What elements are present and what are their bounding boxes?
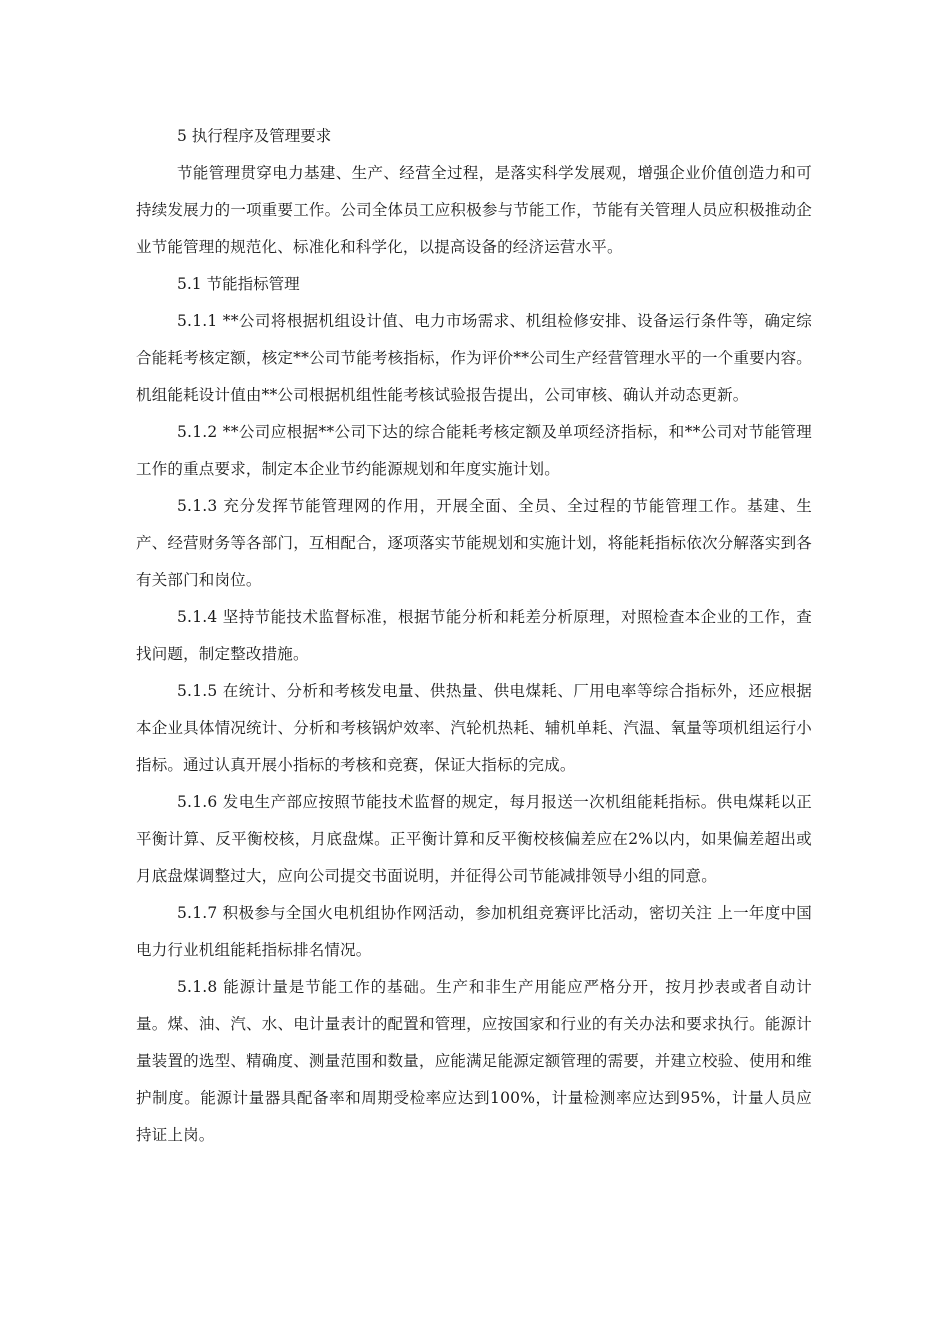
clause-5-1-1: 5.1.1 **公司将根据机组设计值、电力市场需求、机组检修安排、设备运行条件等，确定综合能耗考核定额，核定**公司节能考核指标，作为评价**公司生产经营管理水平的一个重要内容。机组能耗设计值由**公司根据机组性能考核试验报告提出，公司审核、确认并动态更新。	[136, 312, 812, 404]
subsection-heading: 5.1 节能指标管理	[177, 275, 300, 293]
clause-5-1-7: 5.1.7 积极参与全国火电机组协作网活动，参加机组竞赛评比活动，密切关注 上一年度中国电力行业机组能耗指标排名情况。	[136, 904, 812, 959]
document-body	[136, 118, 812, 1154]
intro-paragraph: 节能管理贯穿电力基建、生产、经营全过程，是落实科学发展观，增强企业价值创造力和可持续发展力的一项重要工作。公司全体员工应积极参与节能工作，节能有关管理人员应积极推动企业节能管理的规范化、标准化和科学化，以提高设备的经济运营水平。	[136, 164, 812, 256]
clause-5-1-8: 5.1.8 能源计量是节能工作的基础。生产和非生产用能应严格分开，按月抄表或者自动计量。煤、油、汽、水、电计量表计的配置和管理，应按国家和行业的有关办法和要求执行。能源计量装置的选型、精确度、测量范围和数量，应能满足能源定额管理的需要，并建立校验、使用和维护制度。能源计量器具配备率和周期受检率应达到100%，计量检测率应达到95%，计量人员应持证上岗。	[136, 978, 812, 1144]
clause-5-1-3: 5.1.3 充分发挥节能管理网的作用，开展全面、全员、全过程的节能管理工作。基建、生产、经营财务等各部门，互相配合，逐项落实节能规划和实施计划，将能耗指标依次分解落实到各有关部门和岗位。	[136, 497, 812, 589]
clause-5-1-2: 5.1.2 **公司应根据**公司下达的综合能耗考核定额及单项经济指标，和**公司对节能管理工作的重点要求，制定本企业节约能源规划和年度实施计划。	[136, 423, 812, 478]
section-heading: 5 执行程序及管理要求	[177, 127, 332, 145]
clause-5-1-4: 5.1.4 坚持节能技术监督标准，根据节能分析和耗差分析原理，对照检查本企业的工作，查找问题，制定整改措施。	[136, 608, 812, 663]
clause-5-1-6: 5.1.6 发电生产部应按照节能技术监督的规定，每月报送一次机组能耗指标。供电煤耗以正平衡计算、反平衡校核，月底盘煤。正平衡计算和反平衡校核偏差应在2%以内，如果偏差超出或月底盘煤调整过大，应向公司提交书面说明，并征得公司节能减排领导小组的同意。	[136, 793, 812, 885]
clause-5-1-5: 5.1.5 在统计、分析和考核发电量、供热量、供电煤耗、厂用电率等综合指标外，还应根据本企业具体情况统计、分析和考核锅炉效率、汽轮机热耗、辅机单耗、汽温、氧量等项机组运行小指标。通过认真开展小指标的考核和竞赛，保证大指标的完成。	[136, 682, 812, 774]
